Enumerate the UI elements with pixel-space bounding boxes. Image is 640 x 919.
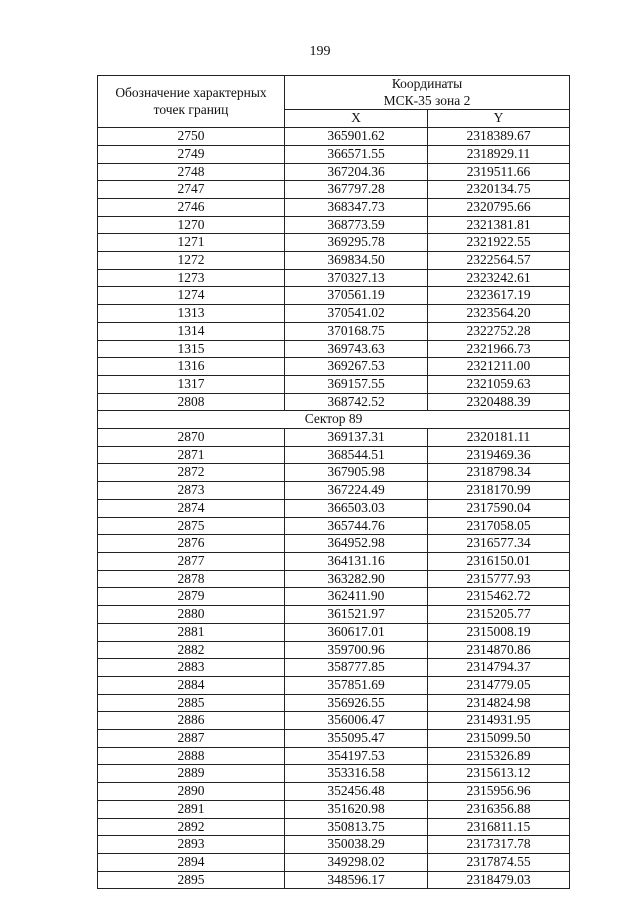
x-cell: 367797.28: [285, 181, 428, 199]
table-body-part1: [98, 128, 570, 411]
table-row: [98, 305, 570, 323]
table-row: [98, 730, 570, 748]
table-row: [98, 606, 570, 624]
y-cell: 2314824.98: [428, 694, 570, 712]
y-cell: 2315777.93: [428, 570, 570, 588]
point-cell: 2882: [98, 641, 285, 659]
table-row: [98, 358, 570, 376]
header-point-label-line1: Обозначение характерных: [115, 84, 267, 100]
point-cell: 2887: [98, 730, 285, 748]
x-cell: 348596.17: [285, 871, 428, 889]
table-row: [98, 552, 570, 570]
y-cell: 2323564.20: [428, 305, 570, 323]
x-cell: 368773.59: [285, 216, 428, 234]
point-cell: 2895: [98, 871, 285, 889]
y-cell: 2314794.37: [428, 659, 570, 677]
x-cell: 360617.01: [285, 623, 428, 641]
header-coordinates: [285, 76, 570, 110]
y-cell: 2321922.55: [428, 234, 570, 252]
x-cell: 356006.47: [285, 712, 428, 730]
table-row: [98, 747, 570, 765]
sector-label: Сектор 89: [98, 411, 570, 429]
x-cell: 363282.90: [285, 570, 428, 588]
y-cell: 2318929.11: [428, 145, 570, 163]
point-cell: 2886: [98, 712, 285, 730]
x-cell: 349298.02: [285, 853, 428, 871]
y-cell: 2315008.19: [428, 623, 570, 641]
header-x: X: [285, 110, 428, 128]
table-row: [98, 517, 570, 535]
y-cell: 2318170.99: [428, 482, 570, 500]
point-cell: 2893: [98, 836, 285, 854]
table-row: [98, 765, 570, 783]
y-cell: 2323617.19: [428, 287, 570, 305]
table-row: [98, 145, 570, 163]
x-cell: 365901.62: [285, 128, 428, 146]
y-cell: 2322752.28: [428, 322, 570, 340]
table-row: [98, 783, 570, 801]
table-row: [98, 836, 570, 854]
point-cell: 2870: [98, 429, 285, 447]
point-cell: 2877: [98, 552, 285, 570]
point-cell: 1272: [98, 252, 285, 270]
x-cell: 350813.75: [285, 818, 428, 836]
point-cell: 1274: [98, 287, 285, 305]
y-cell: 2317874.55: [428, 853, 570, 871]
table-row: [98, 641, 570, 659]
point-cell: 1271: [98, 234, 285, 252]
point-cell: 2881: [98, 623, 285, 641]
table-row: [98, 287, 570, 305]
table-row: [98, 623, 570, 641]
y-cell: 2321211.00: [428, 358, 570, 376]
x-cell: 357851.69: [285, 676, 428, 694]
header-coordinates-line2: МСК-35 зона 2: [383, 92, 471, 108]
table-row: [98, 818, 570, 836]
y-cell: 2320488.39: [428, 393, 570, 411]
x-cell: 370541.02: [285, 305, 428, 323]
point-cell: 2885: [98, 694, 285, 712]
point-cell: 2746: [98, 198, 285, 216]
x-cell: 364952.98: [285, 535, 428, 553]
x-cell: 369295.78: [285, 234, 428, 252]
table-row: [98, 446, 570, 464]
header-coordinates-line1: Координаты: [391, 76, 463, 91]
y-cell: 2315205.77: [428, 606, 570, 624]
point-cell: 2884: [98, 676, 285, 694]
sector-row: [98, 411, 570, 429]
table-row: [98, 482, 570, 500]
y-cell: 2320134.75: [428, 181, 570, 199]
y-cell: 2314870.86: [428, 641, 570, 659]
point-cell: 2892: [98, 818, 285, 836]
x-cell: 351620.98: [285, 800, 428, 818]
point-cell: 2880: [98, 606, 285, 624]
x-cell: 361521.97: [285, 606, 428, 624]
point-cell: 1317: [98, 375, 285, 393]
y-cell: 2323242.61: [428, 269, 570, 287]
table-row: [98, 712, 570, 730]
table-row: [98, 128, 570, 146]
x-cell: 369834.50: [285, 252, 428, 270]
header-point-label-line2: точек границ: [153, 101, 229, 117]
point-cell: 2871: [98, 446, 285, 464]
table-row: [98, 588, 570, 606]
x-cell: 356926.55: [285, 694, 428, 712]
table-row: [98, 800, 570, 818]
x-cell: 370327.13: [285, 269, 428, 287]
y-cell: 2316356.88: [428, 800, 570, 818]
sector-section: [98, 411, 570, 429]
x-cell: 369267.53: [285, 358, 428, 376]
y-cell: 2315099.50: [428, 730, 570, 748]
x-cell: 369137.31: [285, 429, 428, 447]
table-row: [98, 198, 570, 216]
table-row: [98, 853, 570, 871]
y-cell: 2321381.81: [428, 216, 570, 234]
x-cell: 368347.73: [285, 198, 428, 216]
x-cell: 368742.52: [285, 393, 428, 411]
table-row: [98, 375, 570, 393]
point-cell: 2894: [98, 853, 285, 871]
table-row: [98, 216, 570, 234]
x-cell: 353316.58: [285, 765, 428, 783]
point-cell: 2748: [98, 163, 285, 181]
point-cell: 1315: [98, 340, 285, 358]
table-header: [98, 76, 570, 128]
page-number: 199: [309, 44, 331, 59]
point-cell: 2874: [98, 499, 285, 517]
x-cell: 350038.29: [285, 836, 428, 854]
x-cell: 368544.51: [285, 446, 428, 464]
x-cell: 362411.90: [285, 588, 428, 606]
point-cell: 1270: [98, 216, 285, 234]
y-cell: 2316577.34: [428, 535, 570, 553]
point-cell: 2749: [98, 145, 285, 163]
y-cell: 2321059.63: [428, 375, 570, 393]
x-cell: 369157.55: [285, 375, 428, 393]
y-cell: 2317590.04: [428, 499, 570, 517]
table-row: [98, 659, 570, 677]
point-cell: 2890: [98, 783, 285, 801]
header-y: Y: [428, 110, 570, 128]
point-cell: 2747: [98, 181, 285, 199]
x-cell: 354197.53: [285, 747, 428, 765]
y-cell: 2320795.66: [428, 198, 570, 216]
table-row: [98, 871, 570, 889]
y-cell: 2314931.95: [428, 712, 570, 730]
point-cell: 1273: [98, 269, 285, 287]
x-cell: 366503.03: [285, 499, 428, 517]
point-cell: 2875: [98, 517, 285, 535]
coordinates-table: [97, 75, 570, 889]
table-row: [98, 464, 570, 482]
table-row: [98, 499, 570, 517]
y-cell: 2315326.89: [428, 747, 570, 765]
y-cell: 2317317.78: [428, 836, 570, 854]
table-row: [98, 163, 570, 181]
y-cell: 2319469.36: [428, 446, 570, 464]
x-cell: 367224.49: [285, 482, 428, 500]
point-cell: 2883: [98, 659, 285, 677]
point-cell: 2876: [98, 535, 285, 553]
x-cell: 359700.96: [285, 641, 428, 659]
x-cell: 352456.48: [285, 783, 428, 801]
point-cell: 2872: [98, 464, 285, 482]
point-cell: 2750: [98, 128, 285, 146]
point-cell: 2808: [98, 393, 285, 411]
y-cell: 2317058.05: [428, 517, 570, 535]
table-row: [98, 252, 570, 270]
y-cell: 2318479.03: [428, 871, 570, 889]
point-cell: 2879: [98, 588, 285, 606]
table-body-part2: [98, 429, 570, 889]
table-row: [98, 234, 570, 252]
point-cell: 2891: [98, 800, 285, 818]
point-cell: 1313: [98, 305, 285, 323]
point-cell: 1314: [98, 322, 285, 340]
table-row: [98, 322, 570, 340]
y-cell: 2319511.66: [428, 163, 570, 181]
table-row: [98, 676, 570, 694]
point-cell: 2878: [98, 570, 285, 588]
y-cell: 2316811.15: [428, 818, 570, 836]
table-row: [98, 340, 570, 358]
y-cell: 2316150.01: [428, 552, 570, 570]
y-cell: 2318798.34: [428, 464, 570, 482]
table-row: [98, 535, 570, 553]
point-cell: 1316: [98, 358, 285, 376]
table-row: [98, 269, 570, 287]
x-cell: 367905.98: [285, 464, 428, 482]
point-cell: 2888: [98, 747, 285, 765]
table-row: [98, 393, 570, 411]
x-cell: 364131.16: [285, 552, 428, 570]
y-cell: 2320181.11: [428, 429, 570, 447]
y-cell: 2318389.67: [428, 128, 570, 146]
y-cell: 2322564.57: [428, 252, 570, 270]
table-row: [98, 181, 570, 199]
x-cell: 358777.85: [285, 659, 428, 677]
y-cell: 2314779.05: [428, 676, 570, 694]
x-cell: 367204.36: [285, 163, 428, 181]
y-cell: 2315956.96: [428, 783, 570, 801]
point-cell: 2889: [98, 765, 285, 783]
y-cell: 2315613.12: [428, 765, 570, 783]
point-cell: 2873: [98, 482, 285, 500]
x-cell: 369743.63: [285, 340, 428, 358]
table-row: [98, 429, 570, 447]
x-cell: 365744.76: [285, 517, 428, 535]
y-cell: 2321966.73: [428, 340, 570, 358]
x-cell: 370168.75: [285, 322, 428, 340]
header-point-label: [98, 76, 285, 128]
x-cell: 370561.19: [285, 287, 428, 305]
x-cell: 366571.55: [285, 145, 428, 163]
table-row: [98, 570, 570, 588]
table-row: [98, 694, 570, 712]
x-cell: 355095.47: [285, 730, 428, 748]
y-cell: 2315462.72: [428, 588, 570, 606]
